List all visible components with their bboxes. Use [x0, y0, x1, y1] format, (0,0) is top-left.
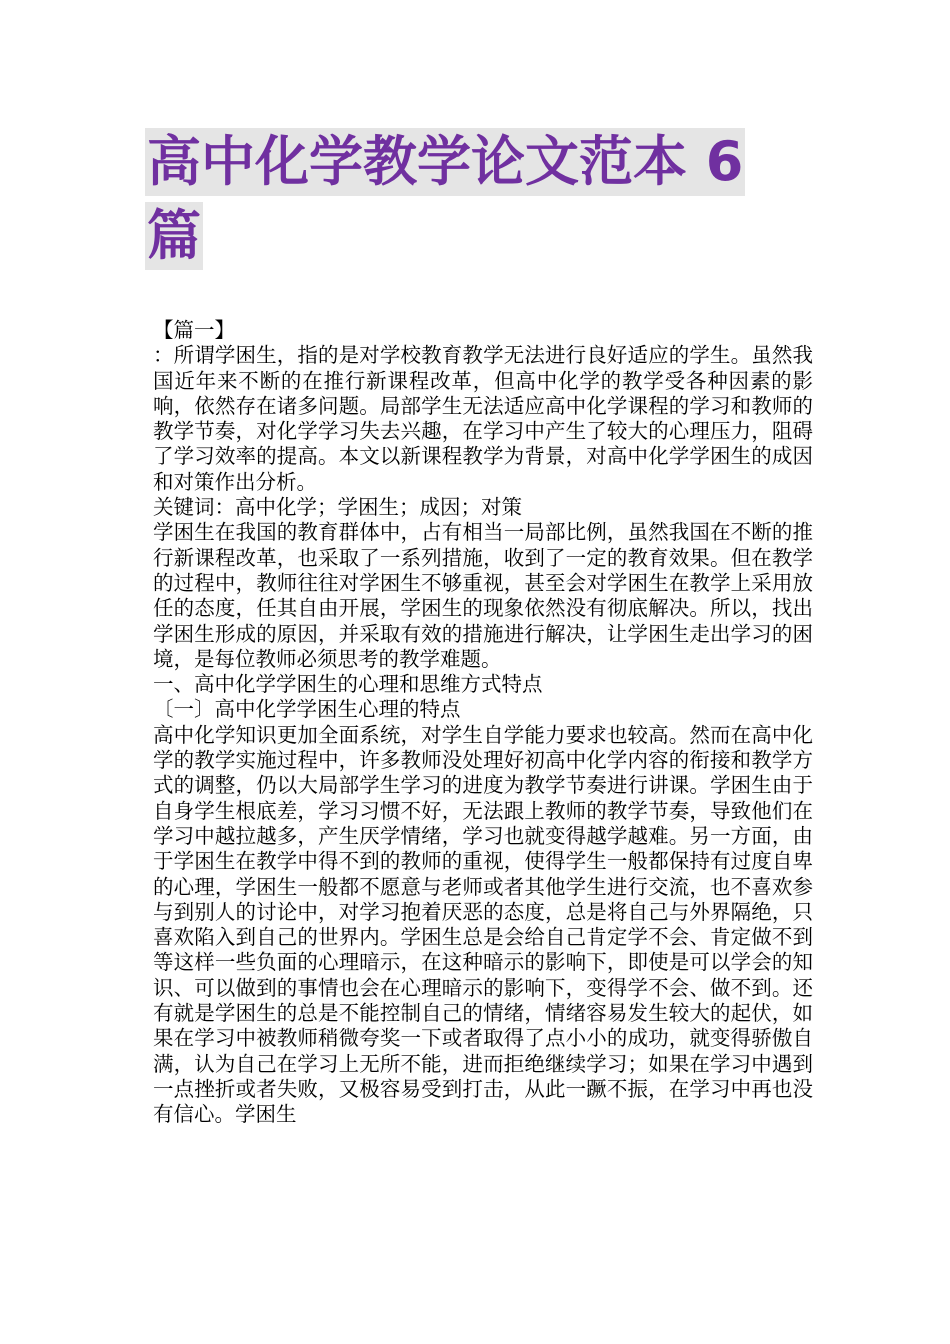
- section-heading: 【篇一】: [153, 318, 235, 342]
- document-body: [145, 318, 813, 1128]
- title-line-1: 高中化学教学论文范本 6: [145, 128, 745, 196]
- title-line-2: 篇: [145, 202, 203, 270]
- document-title: [145, 128, 825, 276]
- subheading-1-1: 〔一〕高中化学学困生心理的特点: [153, 697, 461, 722]
- body-paragraph: 学困生在我国的教育群体中，占有相当一局部比例，虽然我国在不断的推行新课程改革，也采取了一系列措施，收到了一定的教育效果。但在教学的过程中，教师往往对学困生不够重视，甚至会对学困生在教学上采用放任的态度，任其自由开展，学困生的现象依然没有彻底解决。所以，找出学困生形成的原因，并采取有效的措施进行解决，让学困生走出学习的困境，是每位教师必须思考的教学难题。: [153, 520, 813, 671]
- abstract-paragraph: ：所谓学困生，指的是对学校教育教学无法进行良好适应的学生。虽然我国近年来不断的在推行新课程改革，但高中化学的教学受各种因素的影响，依然存在诸多问题。局部学生无法适应高中化学课程的学习和教师的教学节奏，对化学学习失去兴趣，在学习中产生了较大的心理压力，阻碍了学习效率的提高。本文以新课程教学为背景，对高中化学学困生的成因和对策作出分析。: [153, 343, 813, 494]
- subheading-1: 一、高中化学学困生的心理和思维方式特点: [153, 672, 543, 697]
- keywords-line: 关键词：高中化学；学困生；成因；对策: [153, 495, 522, 520]
- body-paragraph: 高中化学知识更加全面系统，对学生自学能力要求也较高。然而在高中化学的教学实施过程中，许多教师没处理好初高中化学内容的衔接和教学方式的调整，仍以大局部学生学习的进度为教学节奏进行讲课。学困生由于自身学生根底差，学习习惯不好，无法跟上教师的教学节奏，导致他们在学习中越拉越多，产生厌学情绪，学习也就变得越学越难。另一方面，由于学困生在教学中得不到的教师的重视，使得学生一般都保持有过度自卑的心理，学困生一般都不愿意与老师或者其他学生进行交流，也不喜欢参与到别人的讨论中，对学习抱着厌恶的态度，总是将自己与外界隔绝，只喜欢陷入到自己的世界内。学困生总是会给自己肯定学不会、肯定做不到等这样一些负面的心理暗示，在这种暗示的影响下，即使是可以学会的知识、可以做到的事情也会在心理暗示的影响下，变得学不会、做不到。还有就是学困生的总是不能控制自己的情绪，情绪容易发生较大的起伏，如果在学习中被教师稍微夸奖一下或者取得了点小小的成功，就变得骄傲自满，认为自己在学习上无所不能，进而拒绝继续学习；如果在学习中遇到一点挫折或者失败，又极容易受到打击，从此一蹶不振，在学习中再也没有信心。学困生: [153, 722, 813, 1127]
